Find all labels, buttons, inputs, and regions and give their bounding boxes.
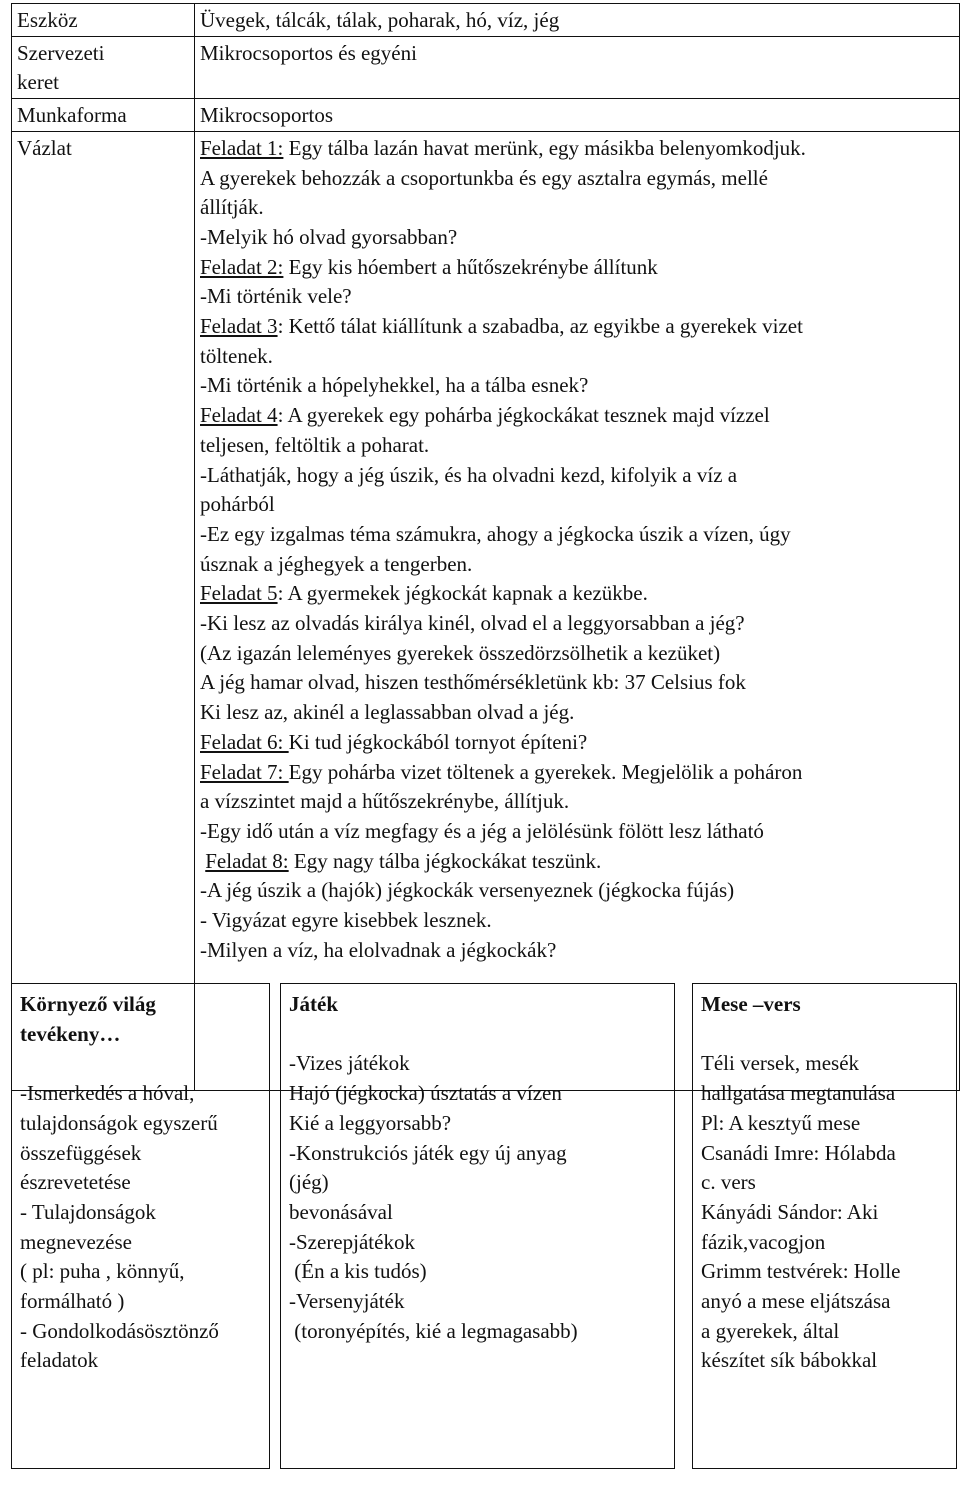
- box-title: Környező világ: [20, 992, 156, 1016]
- table-row: [12, 4, 960, 37]
- box-line: készítet sík bábokkal: [701, 1348, 878, 1373]
- vazlat-line: [200, 936, 954, 966]
- vazlat-line: [200, 906, 954, 936]
- box-line: Pl: A kesztyű mese: [701, 1110, 861, 1135]
- feladat-label: Feladat 3: [200, 314, 278, 339]
- box-line: anyó a mese eljátszása: [701, 1289, 891, 1314]
- vazlat-line-text: -Mi történik vele?: [200, 284, 352, 309]
- box-line: a gyerekek, által: [701, 1318, 840, 1343]
- vazlat-line-text: -Melyik hó olvad gyorsabban?: [200, 224, 458, 249]
- box-line: hallgatása megtanulása: [701, 1081, 896, 1106]
- row-key-eszkoz: Eszköz: [12, 4, 195, 37]
- box-line: -Ismerkedés a hóval,: [20, 1081, 195, 1106]
- vazlat-line: [200, 490, 954, 520]
- vazlat-line-text: -Mi történik a hópelyhekkel, ha a tálba esnek?: [200, 373, 589, 398]
- vazlat-line-text: Egy nagy tálba jégkockákat teszünk.: [288, 848, 602, 873]
- vazlat-line: [200, 401, 954, 431]
- vazlat-line: [200, 342, 954, 372]
- vazlat-line: [200, 520, 954, 550]
- vazlat-line-text: A gyerekek behozzák a csoportunkba és egy asztalra egymás, mellé: [200, 165, 768, 190]
- vazlat-line-text: Egy tálba lazán havat merünk, egy másikba belenyomkodjuk.: [283, 135, 806, 160]
- box-title: tevékeny…: [20, 1021, 121, 1046]
- vazlat-line-text: (Az igazán leleményes gyerekek összedörzsölhetik a kezüket): [200, 640, 721, 665]
- table-row: [12, 131, 960, 1090]
- vazlat-line-text: -Láthatják, hogy a jég úszik, és ha olvadni kezd, kifolyik a víz a: [200, 462, 738, 487]
- vazlat-line-text: : A gyermekek jégkockát kapnak a kezükbe.: [277, 581, 648, 606]
- vazlat-line: [200, 371, 954, 401]
- vazlat-line-text: Ki lesz az, akinél a leglassabban olvad a jég.: [200, 700, 575, 725]
- box-line: Kányádi Sándor: Aki: [701, 1199, 879, 1224]
- vazlat-line: [200, 698, 954, 728]
- vazlat-line-text: állítják.: [200, 195, 264, 220]
- box-line: c. vers: [701, 1170, 756, 1195]
- vazlat-line: [200, 609, 954, 639]
- vazlat-line: [200, 223, 954, 253]
- vazlat-line-text: töltenek.: [200, 343, 273, 368]
- box-line: (jég): [289, 1170, 329, 1195]
- box-title: Mese –vers: [701, 992, 801, 1016]
- box-line: Téli versek, mesék: [701, 1051, 860, 1076]
- box-line: Hajó (jégkocka) úsztatás a vízen: [289, 1081, 562, 1106]
- feladat-label: Feladat 5: [200, 581, 278, 606]
- vazlat-content: [195, 131, 960, 1090]
- vazlat-line-text: teljesen, feltöltik a poharat.: [200, 432, 430, 457]
- box-lines: [289, 1049, 668, 1346]
- vazlat-line-text: úsznak a jéghegyek a tengerben.: [200, 551, 473, 576]
- row-key-vazlat: Vázlat: [12, 131, 195, 1090]
- box-line: -Szerepjátékok: [289, 1229, 415, 1254]
- feladat-label: Feladat 1:: [200, 135, 284, 160]
- vazlat-line: [200, 639, 954, 669]
- box-line: Grimm testvérek: Holle: [701, 1259, 901, 1284]
- vazlat-line-text: : A gyerekek egy pohárba jégkockákat tesznek majd vízzel: [277, 403, 770, 428]
- table-row: [12, 36, 960, 98]
- vazlat-line: [200, 253, 954, 283]
- vazlat-line-text: pohárból: [200, 492, 275, 517]
- vazlat-line: [200, 134, 954, 164]
- vazlat-line-text: - Vigyázat egyre kisebbek lesznek.: [200, 908, 492, 933]
- vazlat-line-text: A jég hamar olvad, hiszen testhőmérsékletünk kb: 37 Celsius fok: [200, 670, 746, 695]
- box-title: Játék: [289, 992, 338, 1016]
- box-line: bevonásával: [289, 1199, 393, 1224]
- vazlat-line: [200, 817, 954, 847]
- box-lines: [20, 1079, 263, 1376]
- box-line: fázik,vacogjon: [701, 1229, 826, 1254]
- vazlat-line-text: a vízszintet majd a hűtőszekrénybe, állítjuk.: [200, 789, 570, 814]
- vazlat-line-text: -Egy idő után a víz megfagy és a jég a jelölésünk fölött lesz látható: [200, 818, 764, 843]
- kornyezo-vilag-box: [11, 983, 270, 1469]
- vazlat-line: [200, 579, 954, 609]
- box-line: - Tulajdonságok: [20, 1199, 156, 1224]
- vazlat-line-text: -A jég úszik a (hajók) jégkockák versenyeznek (jégkocka fújás): [200, 878, 735, 903]
- feladat-label: Feladat 7:: [200, 759, 289, 784]
- box-line: Kié a leggyorsabb?: [289, 1110, 452, 1135]
- box-lines: [701, 1049, 950, 1376]
- vazlat-line: [200, 282, 954, 312]
- vazlat-line: [200, 787, 954, 817]
- box-line: formálható ): [20, 1289, 125, 1314]
- box-line: észrevetetése: [20, 1170, 131, 1195]
- vazlat-line-text: Ki tud jégkockából tornyot építeni?: [288, 729, 588, 754]
- row-value-eszkoz: Üvegek, tálcák, tálak, poharak, hó, víz, jég: [195, 4, 960, 37]
- vazlat-line: [200, 164, 954, 194]
- box-line: -Konstrukciós játék egy új anyag: [289, 1140, 567, 1165]
- box-line: -Versenyjáték: [289, 1289, 405, 1314]
- vazlat-line-text: -Ez egy izgalmas téma számukra, ahogy a jégkocka úszik a vízen, úgy: [200, 521, 791, 546]
- box-line: ( pl: puha , könnyű,: [20, 1259, 185, 1284]
- mese-vers-box: [692, 983, 957, 1469]
- key-line: Szervezeti: [17, 40, 105, 65]
- vazlat-line: [200, 728, 954, 758]
- box-line: Csanádi Imre: Hólabda: [701, 1140, 896, 1165]
- feladat-label: Feladat 4: [200, 403, 278, 428]
- key-line: keret: [17, 70, 59, 95]
- vazlat-line-text: -Ki lesz az olvadás királya kinél, olvad el a leggyorsabban a jég?: [200, 611, 745, 636]
- box-line: összefüggések: [20, 1140, 142, 1165]
- feladat-label: Feladat 6:: [200, 729, 289, 754]
- box-line: - Gondolkodásösztönző: [20, 1318, 219, 1343]
- row-key-szervezeti-keret: [12, 36, 195, 98]
- box-line: (toronyépítés, kié a legmagasabb): [289, 1318, 578, 1343]
- box-line: megnevezése: [20, 1229, 132, 1254]
- box-line: -Vizes játékok: [289, 1051, 410, 1076]
- vazlat-line: [200, 876, 954, 906]
- lesson-plan-table: [11, 3, 960, 1091]
- vazlat-line: [200, 431, 954, 461]
- vazlat-line: [200, 550, 954, 580]
- vazlat-line: [200, 312, 954, 342]
- feladat-label: Feladat 8:: [205, 848, 289, 873]
- vazlat-line: [200, 193, 954, 223]
- row-value-munkaforma: Mikrocsoportos: [195, 99, 960, 132]
- vazlat-line-text: Egy kis hóembert a hűtőszekrénybe állítunk: [283, 254, 658, 279]
- table-row: [12, 99, 960, 132]
- vazlat-line: [200, 758, 954, 788]
- vazlat-line: [200, 668, 954, 698]
- jatek-box: [280, 983, 675, 1469]
- vazlat-line-text: : Kettő tálat kiállítunk a szabadba, az egyikbe a gyerekek vizet: [277, 314, 803, 339]
- row-key-munkaforma: Munkaforma: [12, 99, 195, 132]
- feladat-label: Feladat 2:: [200, 254, 284, 279]
- box-line: feladatok: [20, 1348, 99, 1373]
- row-value-szervezeti-keret: Mikrocsoportos és egyéni: [195, 36, 960, 98]
- box-line: (Én a kis tudós): [289, 1259, 427, 1284]
- vazlat-line-text: -Milyen a víz, ha elolvadnak a jégkockák?: [200, 937, 557, 962]
- vazlat-line-text: Egy pohárba vizet töltenek a gyerekek. Megjelölik a poháron: [288, 759, 803, 784]
- box-line: tulajdonságok egyszerű: [20, 1110, 218, 1135]
- vazlat-line: [200, 847, 954, 877]
- vazlat-line: [200, 461, 954, 491]
